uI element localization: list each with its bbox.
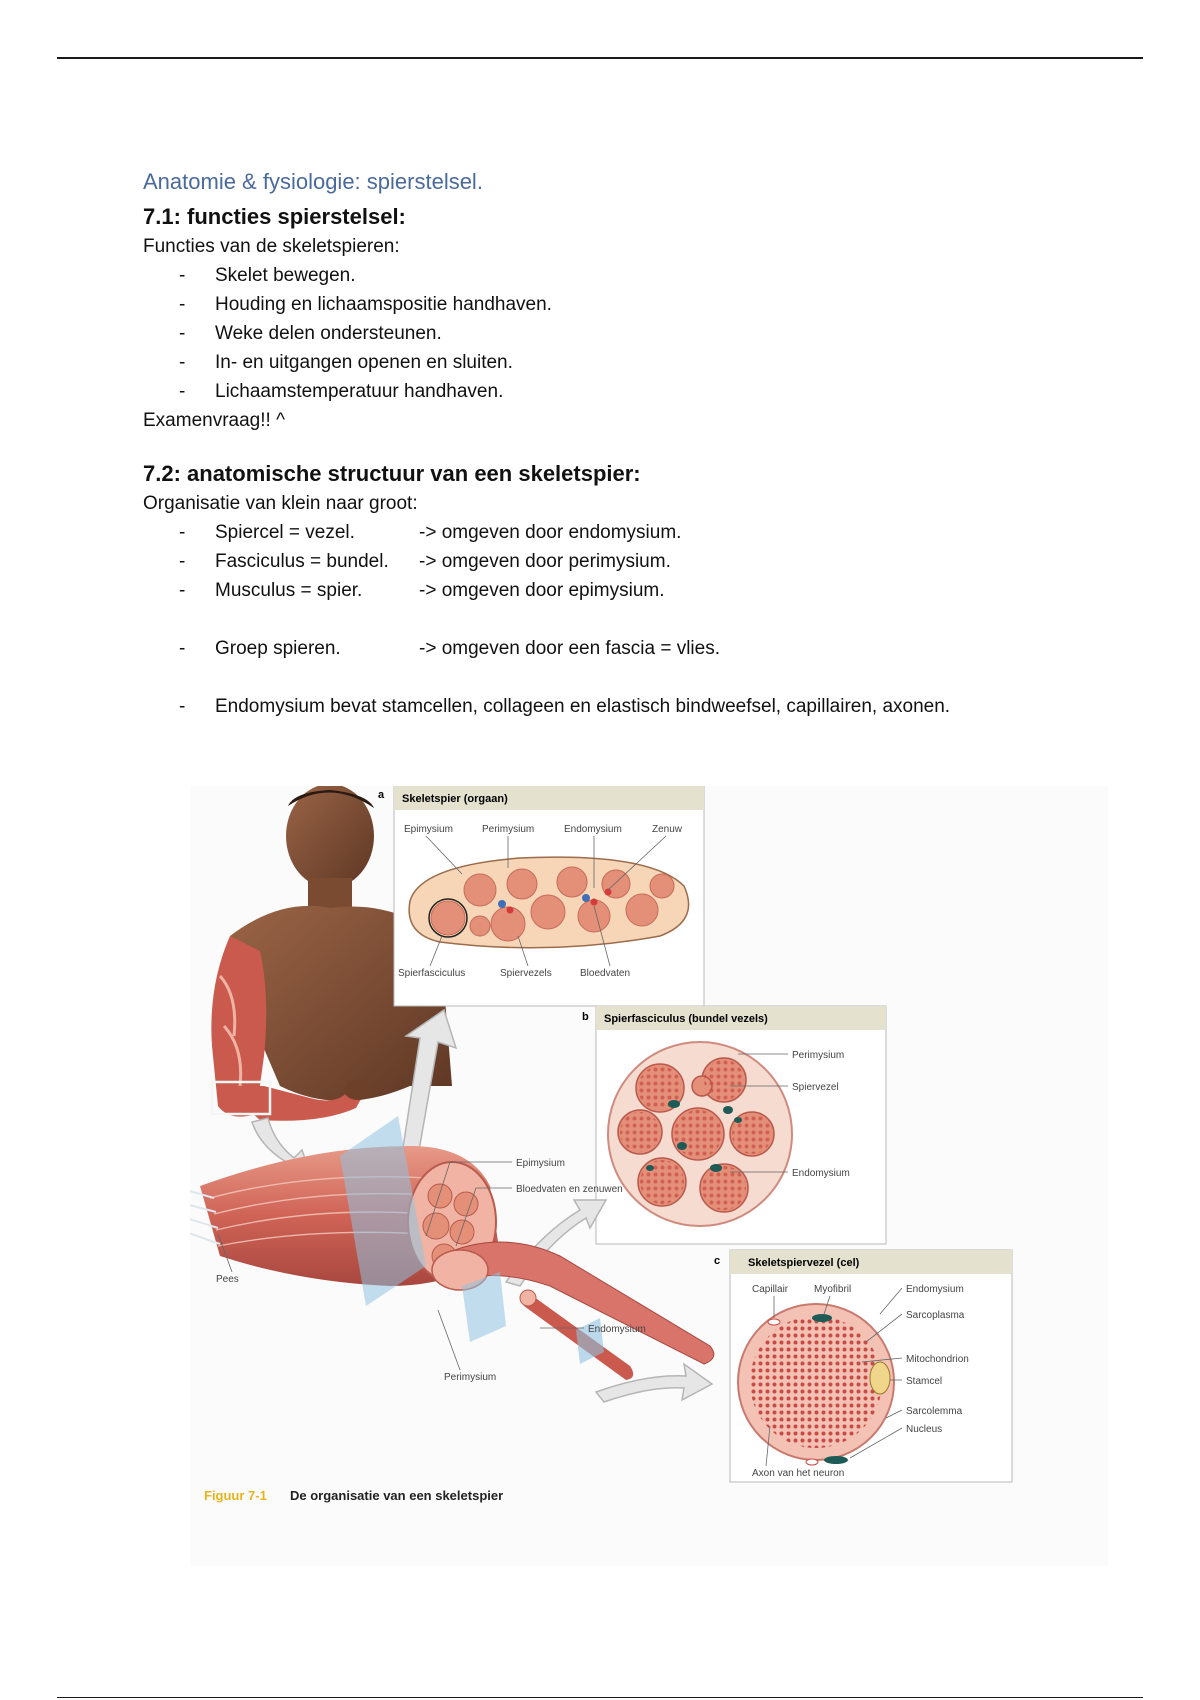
label-endomysium-main: Endomysium <box>588 1324 646 1335</box>
list-item: - Fasciculus = bundel. -> omgeven door perimysium. <box>143 547 1103 576</box>
label-epimysium-main: Epimysium <box>516 1158 565 1169</box>
section-intro: Organisatie van klein naar groot: <box>143 493 418 514</box>
caption-text: De organisatie van een skeletspier <box>290 1488 504 1503</box>
label-axon: Axon van het neuron <box>752 1468 845 1479</box>
section-intro: Functies van de skeletspieren: <box>143 236 400 257</box>
list-item: - In- en uitgangen openen en sluiten. <box>143 348 1103 377</box>
list-item: - Spiercel = vezel. -> omgeven door endomysium. <box>143 518 1103 547</box>
panel-b-title: Spierfasciculus (bundel vezels) <box>604 1013 768 1025</box>
label-endomysium: Endomysium <box>564 824 622 835</box>
label-nucleus: Nucleus <box>906 1424 943 1435</box>
list-item: - Weke delen ondersteunen. <box>143 319 1103 348</box>
label-pees: Pees <box>216 1274 239 1285</box>
label-perimysium-main: Perimysium <box>444 1372 497 1383</box>
list-item: - Endomysium bevat stamcellen, collageen en elastisch bindweefsel, capillairen, axonen. <box>143 692 1103 721</box>
svg-text:b: b <box>582 1011 589 1023</box>
label-stamcel: Stamcel <box>906 1376 943 1387</box>
endomysium-list <box>143 692 1103 721</box>
list-item: - Skelet bewegen. <box>143 261 1103 290</box>
label-spiervezels: Spiervezels <box>500 968 552 979</box>
label-bloedvaten: Bloedvaten <box>580 968 631 979</box>
label-sarcoplasma: Sarcoplasma <box>906 1310 965 1321</box>
panel-a-title: Skeletspier (orgaan) <box>402 793 508 805</box>
panel-a <box>378 786 704 1006</box>
label-capillair: Capillair <box>752 1284 789 1295</box>
svg-text:a: a <box>378 789 385 801</box>
svg-text:c: c <box>714 1255 721 1267</box>
caption-number: Figuur 7-1 <box>204 1488 267 1503</box>
label-bloedvaten-zenuwen: Bloedvaten en zenuwen <box>516 1184 623 1195</box>
list-item: - Lichaamstemperatuur handhaven. <box>143 377 1103 406</box>
document-body <box>143 168 1103 721</box>
panel-b <box>582 1006 886 1244</box>
label-endomysium-b: Endomysium <box>792 1168 850 1179</box>
panel-c <box>714 1250 1012 1482</box>
label-endomysium-c: Endomysium <box>906 1284 964 1295</box>
panel-c-title: Skeletspiervezel (cel) <box>748 1257 860 1269</box>
figure-illustration <box>190 786 1108 1566</box>
section-heading-7-1: 7.1: functies spierstelsel: <box>143 204 406 229</box>
label-spierfasciculus: Spierfasciculus <box>398 968 466 979</box>
label-zenuw: Zenuw <box>652 824 683 835</box>
list-item: - Groep spieren. -> omgeven door een fascia = vlies. <box>143 634 1103 663</box>
label-spiervezel: Spiervezel <box>792 1082 839 1093</box>
list-item: - Musculus = spier. -> omgeven door epimysium. <box>143 576 1103 605</box>
label-perimysium-b: Perimysium <box>792 1050 845 1061</box>
header-rule <box>57 57 1143 59</box>
document-title: Anatomie & fysiologie: spierstelsel. <box>143 169 483 194</box>
list-item: - Houding en lichaamspositie handhaven. <box>143 290 1103 319</box>
exam-note: Examenvraag!! ^ <box>143 410 285 431</box>
label-perimysium: Perimysium <box>482 824 535 835</box>
label-epimysium: Epimysium <box>404 824 453 835</box>
section-heading-7-2: 7.2: anatomische structuur van een skeletspier: <box>143 461 641 486</box>
organisation-list <box>143 518 1103 605</box>
label-sarcolemma: Sarcolemma <box>906 1406 963 1417</box>
label-mitochondrion: Mitochondrion <box>906 1354 969 1365</box>
footer-rule <box>57 1697 1143 1698</box>
label-myofibril: Myofibril <box>814 1284 852 1295</box>
functions-list <box>143 261 1103 406</box>
muscle-organisation-figure <box>190 786 1108 1566</box>
group-list <box>143 634 1103 663</box>
figure-caption <box>204 1488 503 1503</box>
